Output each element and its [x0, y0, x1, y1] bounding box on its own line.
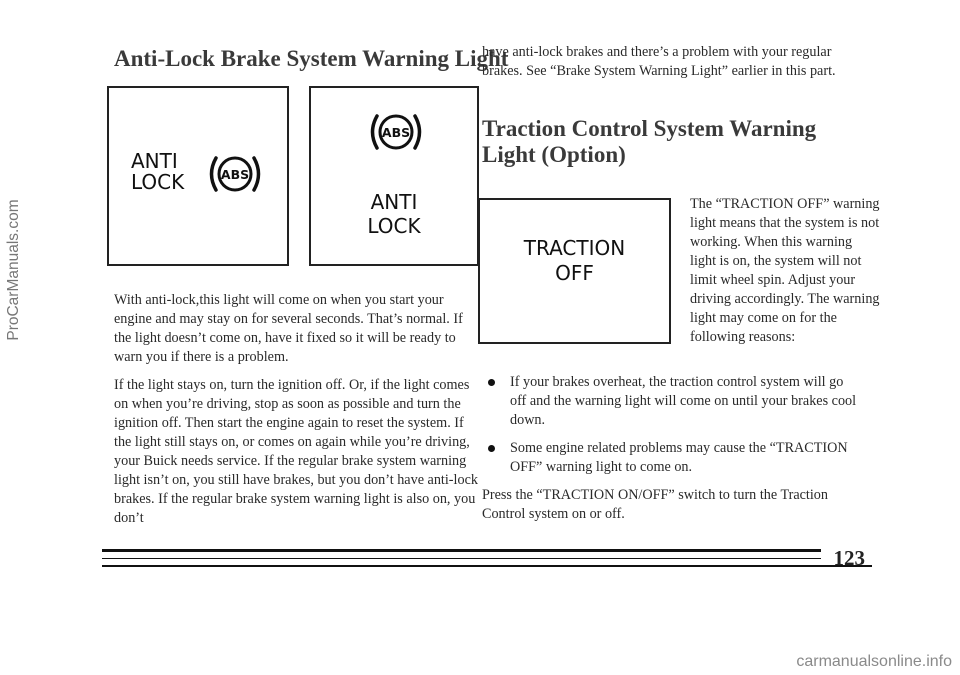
list-item — [482, 439, 858, 477]
anti-label: ANTI — [131, 149, 178, 173]
bullet-text: If your brakes overheat, the traction control system will go off and the warning light will come on until your brakes cool down. — [510, 374, 857, 428]
anti-lock-label — [311, 190, 477, 238]
traction-off-label — [480, 236, 669, 286]
abs-symbol-icon — [204, 149, 266, 199]
abs-symbol-icon — [365, 107, 427, 157]
right-continuation — [482, 43, 852, 90]
footer-rule-thin — [102, 558, 821, 559]
footer-rule-thick — [102, 549, 821, 552]
side-watermark-text: ProCarManuals.com — [5, 199, 22, 341]
side-watermark — [2, 150, 26, 390]
traction-warning-heading: Traction Control System Warning Light (Option) — [482, 116, 817, 167]
lock-label: LOCK — [367, 214, 421, 238]
off-label: OFF — [555, 261, 594, 285]
abs-lamp-horizontal — [107, 86, 289, 266]
bullet-icon — [488, 379, 495, 386]
abs-warning-heading: Anti-Lock Brake System Warning Light — [114, 46, 509, 71]
anti-label: ANTI — [370, 190, 418, 214]
bottom-watermark: carmanualsonline.info — [796, 653, 952, 670]
bullet-icon — [488, 445, 495, 452]
traction-intro-paragraph: The “TRACTION OFF” warning light means that the system is not working. When this warning light is on, the system will not limit wheel spin. Adjust your driving accordingly. The warning light may come on for the following reasons: — [690, 196, 880, 345]
abs-lamp-vertical — [309, 86, 479, 266]
lock-label: LOCK — [131, 170, 185, 194]
abs-badge-text: ABS — [381, 125, 411, 140]
traction-closing-paragraph: Press the “TRACTION ON/OFF” switch to turn the Traction Control system on or off. — [482, 487, 828, 522]
traction-label: TRACTION — [523, 236, 626, 260]
list-item — [482, 373, 858, 430]
traction-off-lamp — [478, 198, 671, 344]
abs-badge-text: ABS — [220, 167, 250, 182]
anti-lock-label — [131, 151, 184, 193]
traction-bullets — [482, 373, 858, 533]
abs-paragraph-2: If the light stays on, turn the ignition off. Or, if the light comes on when you’re driving, stop as soon as possible and turn the ignition off. Then start the engine again to reset the system. If the light still stays on, or comes on again while you’re driving, your Buick needs service. If the regular brake system warning light isn’t on, you still have brakes, but you don’t have anti-lock brakes. If the regular brake system warning light is also on, you don’t — [114, 377, 478, 526]
bullet-text: Some engine related problems may cause the “TRACTION OFF” warning light to come on. — [510, 440, 848, 475]
abs-continuation-paragraph: have anti-lock brakes and there’s a problem with your regular brakes. See “Brake System Warning Light” earlier in this part. — [482, 44, 836, 79]
traction-intro — [690, 195, 880, 356]
abs-paragraph-1: With anti-lock,this light will come on when you start your engine and may stay on for several seconds. That’s normal. If the light doesn’t come on, have it fixed so it will be ready to warn you if there is a problem. — [114, 292, 463, 365]
footer-rule-double — [102, 565, 872, 567]
left-body — [114, 291, 480, 537]
page-number: 123 — [833, 546, 865, 570]
